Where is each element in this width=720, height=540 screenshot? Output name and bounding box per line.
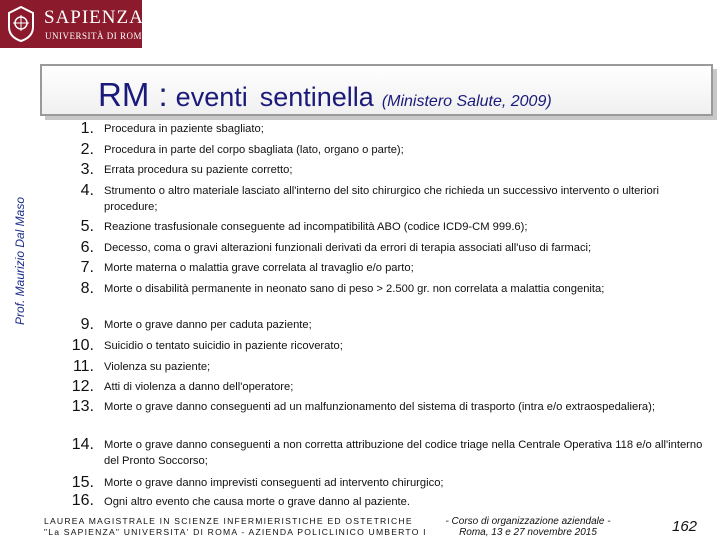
title-note: (Ministero Salute, 2009) [381,93,552,110]
slide-title [98,76,552,114]
footer-course-info [44,516,427,538]
list-item-text: Morte o disabilità permanente in neonato sano di peso > 2.500 gr. non correlata a malattia congenita; [104,283,605,295]
list-item-text: Morte materna o malattia grave correlata al travaglio e/o parto; [104,262,414,274]
footer-event-line1: - Corso di organizzazione aziendale - [445,516,611,527]
title-main: RM : [98,76,168,113]
list-item-number: 14. [71,436,94,453]
list-item-number: 1. [80,120,94,137]
title-word-sentinella: sentinella [259,82,374,112]
footer-course-line2: "La SAPIENZA" UNIVERSITA' DI ROMA - AZIENDA POLICLINICO UMBERTO I [44,527,427,537]
list-item-text: Morte o grave danno conseguenti a non corretta attribuzione del codice triage nella Centrale Operativa 118 e/o all'interno del Pronto Soccorso; [104,439,703,467]
list-item-text: Morte o grave danno conseguenti ad un malfunzionamento del sistema di trasporto (intra e/o extraospedaliera); [104,401,655,413]
list-item-text: Suicidio o tentato suicidio in paziente ricoverato; [104,340,343,352]
list-item-number: 4. [80,182,94,199]
footer-event-line2: Roma, 13 e 27 novembre 2015 [459,527,597,538]
university-seal-icon [5,5,37,43]
footer-course-line1: LAUREA MAGISTRALE IN SCIENZE INFERMIERISTICHE ED OSTETRICHE [44,516,413,526]
list-item-number: 13. [71,398,94,415]
list-item-text: Decesso, coma o gravi alterazioni funzionali derivati da errori di terapia associati all'uso di farmaci; [104,242,592,254]
list-item-number: 15. [71,474,94,491]
title-box [40,64,713,116]
list-item-number: 9. [80,316,94,333]
list-item-number: 12. [71,378,94,395]
list-item-text: Errata procedura su paziente corretto; [104,164,293,176]
list-item-text: Atti di violenza a danno dell'operatore; [104,381,294,393]
list-item-text: Procedura in parte del corpo sbagliata (lato, organo o parte); [104,144,404,156]
footer-event-info [418,516,638,538]
list-item-number: 3. [80,161,94,178]
list-item-text: Ogni altro evento che causa morte o grave danno al paziente. [104,496,410,508]
list-item-number: 10. [71,337,94,354]
sapienza-logo [0,0,149,48]
list-item-text: Reazione trasfusionale conseguente ad incompatibilità ABO (codice ICD9-CM 999.6); [104,221,528,233]
list-item-number: 16. [71,492,94,509]
logo-subtitle: UNIVERSITÀ DI ROMA [45,31,149,41]
list-item-number: 7. [80,259,94,276]
title-word-eventi: eventi [175,82,248,112]
list-item-number: 6. [80,239,94,256]
logo-name: SAPIENZA [44,7,144,28]
list-item-number: 2. [80,141,94,158]
list-item-text: Morte o grave danno per caduta paziente; [104,319,312,331]
list-item-number: 11. [72,358,94,375]
list-item-text: Violenza su paziente; [104,361,211,373]
list-item-text: Procedura in paziente sbagliato; [104,123,264,135]
page-number: 162 [672,518,698,535]
side-author-label: Prof. Maurizio Dal Maso [13,196,27,326]
list-item-number: 5. [80,218,94,235]
list-item-number: 8. [80,280,94,297]
list-item-text: Morte o grave danno imprevisti conseguenti ad intervento chirurgico; [104,477,444,489]
list-item-text: Strumento o altro materiale lasciato all'interno del sito chirurgico che richieda un successivo intervento o ulteriori procedure; [104,185,659,213]
